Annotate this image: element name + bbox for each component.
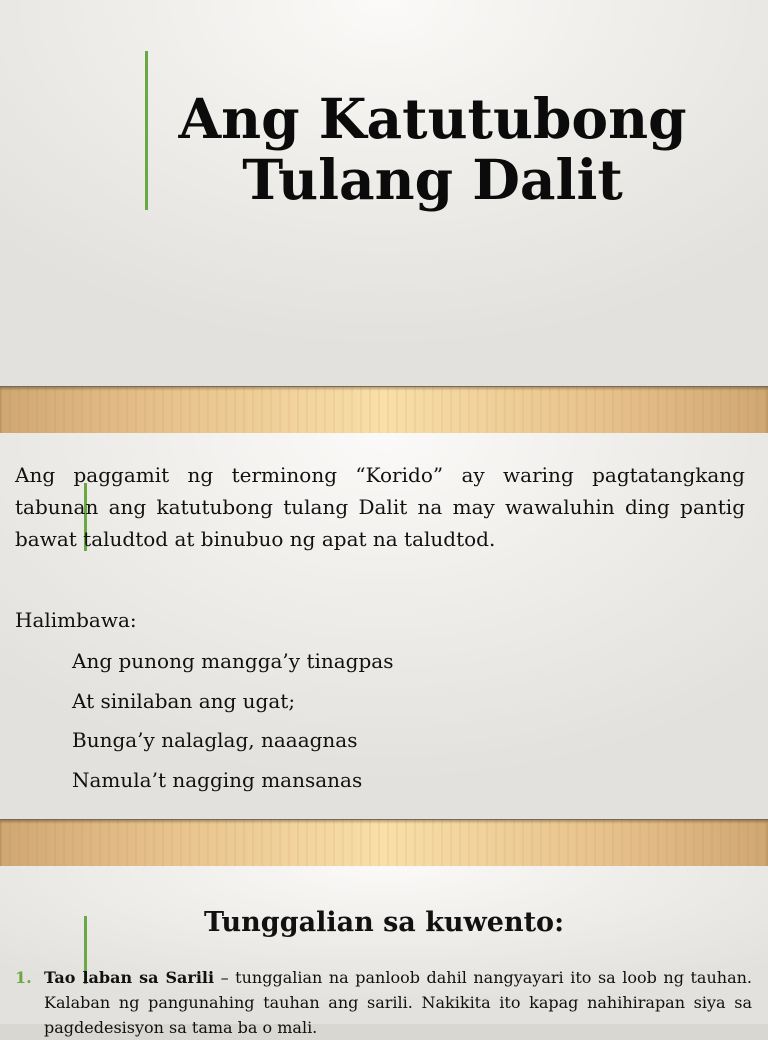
poem-line: Ang punong mangga’y tinagpas — [72, 649, 394, 673]
accent-bar — [145, 51, 148, 210]
poem-line: At sinilaban ang ugat; — [72, 689, 296, 713]
slide-conflict — [0, 866, 768, 1037]
title-line-2: Tulang Dalit — [242, 147, 623, 212]
example-label: Halimbawa: — [15, 608, 137, 632]
poem-line: Bunga’y nalaglag, naaagnas — [72, 728, 358, 752]
slide-title-text — [150, 88, 715, 210]
description-paragraph: Ang paggamit ng terminong “Korido” ay waring pagtatangkang tabunan ang katutubong tulang Dalit na may wawaluhin ding pantig bawat taludtod at binubuo ng apat na taludtod. — [15, 463, 745, 551]
slide-divider — [0, 819, 768, 867]
list-number: 1. — [15, 968, 32, 987]
slide-dalit-description — [0, 433, 768, 820]
list-item — [15, 965, 752, 1040]
slide-heading: Tunggalian sa kuwento: — [203, 907, 565, 938]
list-item-text — [44, 965, 752, 1040]
list-item-term: Tao laban sa Sarili — [44, 968, 215, 987]
title-line-1: Ang Katutubong — [178, 86, 687, 151]
slide-title — [0, 0, 768, 386]
poem-line: Namula’t nagging mansanas — [72, 768, 363, 792]
list-item-description: – tunggalian na panloob dahil nangyayari ito sa loob ng tauhan. Kalaban ng pangunahing tauhan ang sarili. Nakikita ito kapag nahihirapan siya sa pagdedesisyon sa tama ba o mali. — [44, 968, 752, 1037]
slide-divider — [0, 386, 768, 434]
